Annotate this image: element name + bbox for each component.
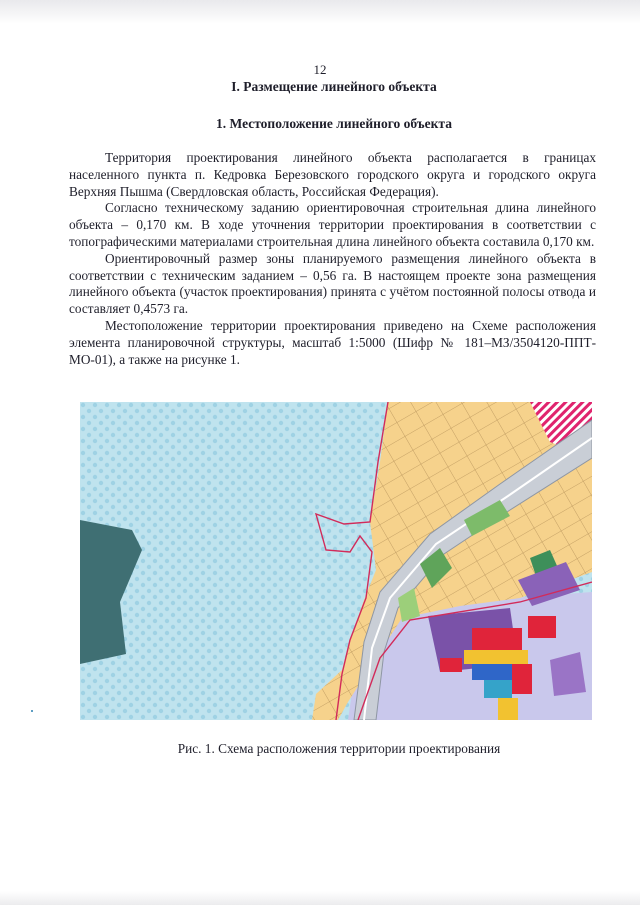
paragraph: Территория проектирования линейного объекта располагается в границах населенного пункта п. Кедровка Березовского городского округа и городского округа Верхняя Пышма (Свердловская область, Российская Федерация). (69, 150, 596, 199)
industrial-block (528, 616, 556, 638)
industrial-block (440, 658, 462, 672)
scan-edge-bottom (0, 891, 640, 905)
subsection-title: 1. Местоположение линейного объекта (216, 116, 452, 131)
section-title: I. Размещение линейного объекта (231, 79, 437, 94)
page-number: 12 (313, 62, 327, 77)
paragraph: Местоположение территории проектирования приведено на Схеме расположения элемента планировочной структуры, масштаб 1:5000 (Шифр № 181–МЗ/3504120-ППТ-МО-01), а также на рисунке 1. (69, 317, 596, 367)
scan-speck (31, 710, 33, 712)
body-text (69, 150, 596, 368)
industrial-block (472, 628, 522, 650)
industrial-block (484, 680, 512, 698)
site-location-map (80, 402, 592, 720)
industrial-block (512, 664, 532, 694)
industrial-block (498, 698, 518, 720)
industrial-block (472, 664, 512, 680)
industrial-block (464, 650, 528, 664)
purple-zone (550, 652, 586, 696)
paragraph: Согласно техническому заданию ориентировочная строительная длина линейного объекта – 0,170 км. В ходе уточнения территории проектирования в соответствии с топографическими материалами строительная длина линейного объекта составила 0,170 км. (69, 200, 596, 249)
paragraph: Ориентировочный размер зоны планируемого размещения линейного объекта в соответствии с техническим заданием – 0,56 га. В настоящем проекте зона размещения линейного объекта (участок проектирования) принята с учётом постоянной полосы отвода и составляет 0,4573 га. (69, 250, 596, 317)
figure-caption: Рис. 1. Схема расположения территории проектирования (177, 741, 501, 756)
